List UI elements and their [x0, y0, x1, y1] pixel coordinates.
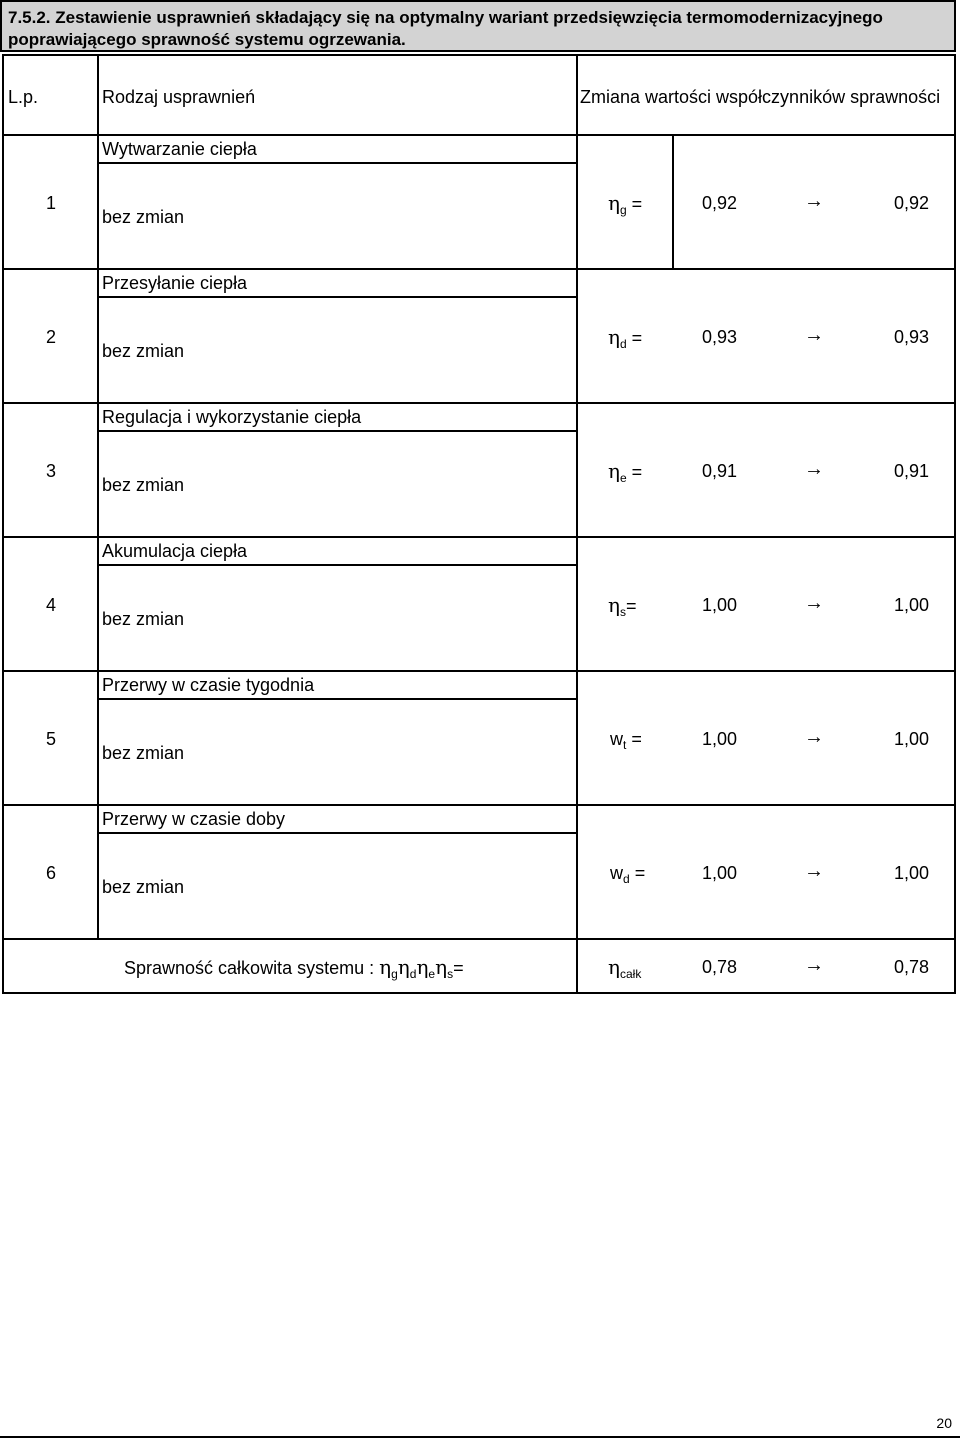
row-number: 4	[45, 595, 56, 615]
coefficient-symbol: $\eta_s=$	[608, 593, 637, 619]
page-footer-line	[0, 1436, 960, 1438]
row-number: 5	[45, 729, 56, 749]
row-category: Akumulacja ciepła	[102, 541, 248, 561]
row-detail: bez zmian	[102, 341, 185, 361]
value-after: 1,00	[894, 729, 930, 749]
arrow-icon: →	[804, 592, 824, 614]
value-before: 0,91	[702, 461, 738, 481]
header-change: Zmiana wartości współczynników sprawności	[580, 87, 941, 107]
value-after: 0,92	[894, 193, 930, 213]
row-category: Regulacja i wykorzystanie ciepła	[102, 407, 362, 427]
value-before: 1,00	[702, 863, 738, 883]
section-title-line1: 7.5.2. Zestawienie usprawnień składający się na optymalny wariant przedsięwzięcia termomodernizacyjnego	[8, 8, 883, 27]
value-after: 1,00	[894, 595, 930, 615]
section-title-line2: poprawiającego sprawność systemu ogrzewania.	[8, 30, 406, 49]
value-before: 1,00	[702, 729, 738, 749]
section-title	[0, 0, 956, 52]
arrow-icon: →	[804, 190, 824, 212]
row-category: Wytwarzanie ciepła	[102, 139, 257, 159]
page-number: 20	[936, 1415, 952, 1431]
coefficient-symbol: $w_t$ =	[610, 729, 642, 752]
coefficient-symbol: $\eta_d$ =	[608, 325, 643, 351]
value-after: 1,00	[894, 863, 930, 883]
header-type: Rodzaj usprawnień	[102, 87, 256, 107]
row-category: Przerwy w czasie tygodnia	[102, 675, 315, 695]
coefficient-symbol: $w_d$ =	[610, 863, 646, 886]
total-value-before: 0,78	[702, 957, 738, 977]
row-detail: bez zmian	[102, 743, 185, 763]
row-detail: bez zmian	[102, 475, 185, 495]
value-before: 1,00	[702, 595, 738, 615]
row-detail: bez zmian	[102, 877, 185, 897]
value-after: 0,93	[894, 327, 930, 347]
value-before: 0,92	[702, 193, 738, 213]
row-number: 3	[45, 461, 56, 481]
arrow-icon: →	[804, 726, 824, 748]
row-number: 1	[45, 193, 56, 213]
row-category: Przerwy w czasie doby	[102, 809, 286, 829]
total-label: Sprawność całkowita systemu : $\eta_g\eta_d\eta_e\eta_s=$	[124, 955, 464, 981]
row-number: 2	[45, 327, 56, 347]
improvements-table	[2, 54, 956, 994]
value-before: 0,93	[702, 327, 738, 347]
arrow-icon: →	[804, 954, 824, 976]
row-number: 6	[45, 863, 56, 883]
row-detail: bez zmian	[102, 207, 185, 227]
arrow-icon: →	[804, 324, 824, 346]
total-value-after: 0,78	[894, 957, 930, 977]
arrow-icon: →	[804, 458, 824, 480]
coefficient-symbol: $\eta_e$ =	[608, 459, 643, 485]
coefficient-symbol: $\eta_g$ =	[608, 191, 643, 217]
row-category: Przesyłanie ciepła	[102, 273, 248, 293]
row-detail: bez zmian	[102, 609, 185, 629]
total-symbol: $\eta_{całk}$	[608, 955, 642, 981]
header-lp: L.p.	[8, 87, 39, 107]
arrow-icon: →	[804, 860, 824, 882]
value-after: 0,91	[894, 461, 930, 481]
